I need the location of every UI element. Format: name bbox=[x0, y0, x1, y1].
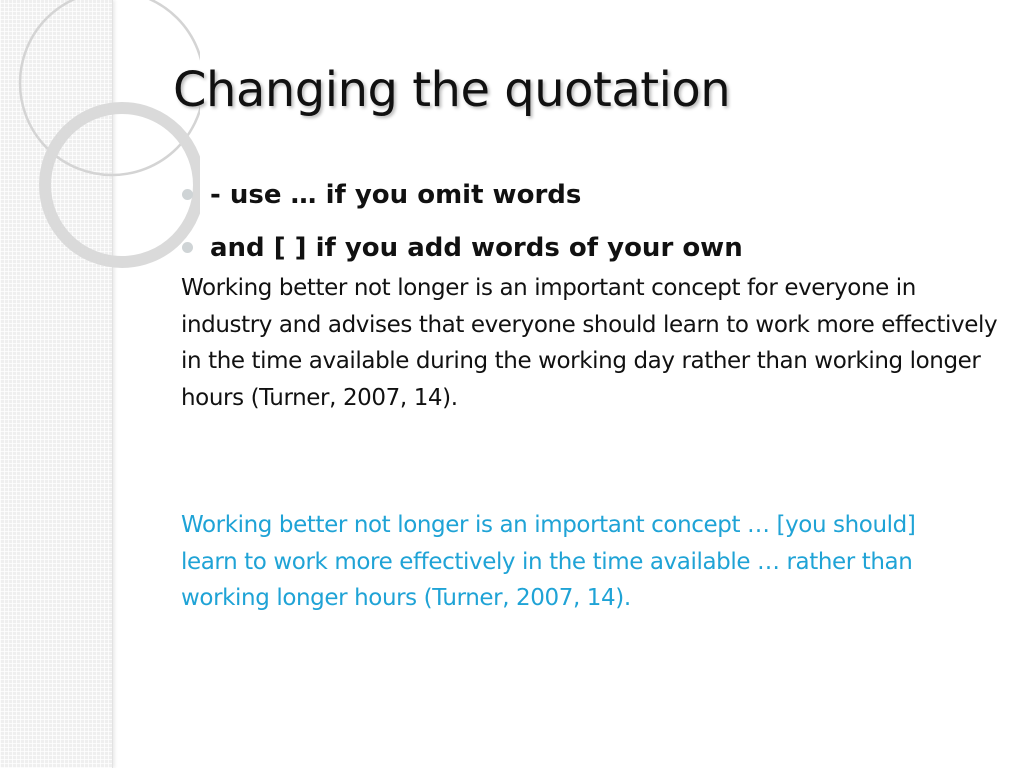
bullet-item bbox=[182, 168, 743, 221]
bullet-text: and [ ] if you add words of your own bbox=[210, 232, 743, 263]
slide-title: Changing the quotation bbox=[173, 62, 731, 118]
bullet-list bbox=[182, 168, 743, 274]
bullet-dot-icon bbox=[182, 189, 193, 200]
decorative-rings bbox=[0, 0, 200, 300]
original-quotation: Working better not longer is an important concept for everyone in industry and advises that everyone should learn to work more effectively in the time available during the working day rather than working longer hours (Turner, 2007, 14). bbox=[181, 275, 998, 411]
changed-quotation: Working better not longer is an important concept … [you should] learn to work more effectively in the time available … rather than working longer hours (Turner, 2007, 14). bbox=[181, 512, 916, 611]
bullet-dot-icon bbox=[182, 242, 193, 253]
bullet-item bbox=[182, 221, 743, 274]
bullet-text: - use … if you omit words bbox=[210, 179, 582, 210]
